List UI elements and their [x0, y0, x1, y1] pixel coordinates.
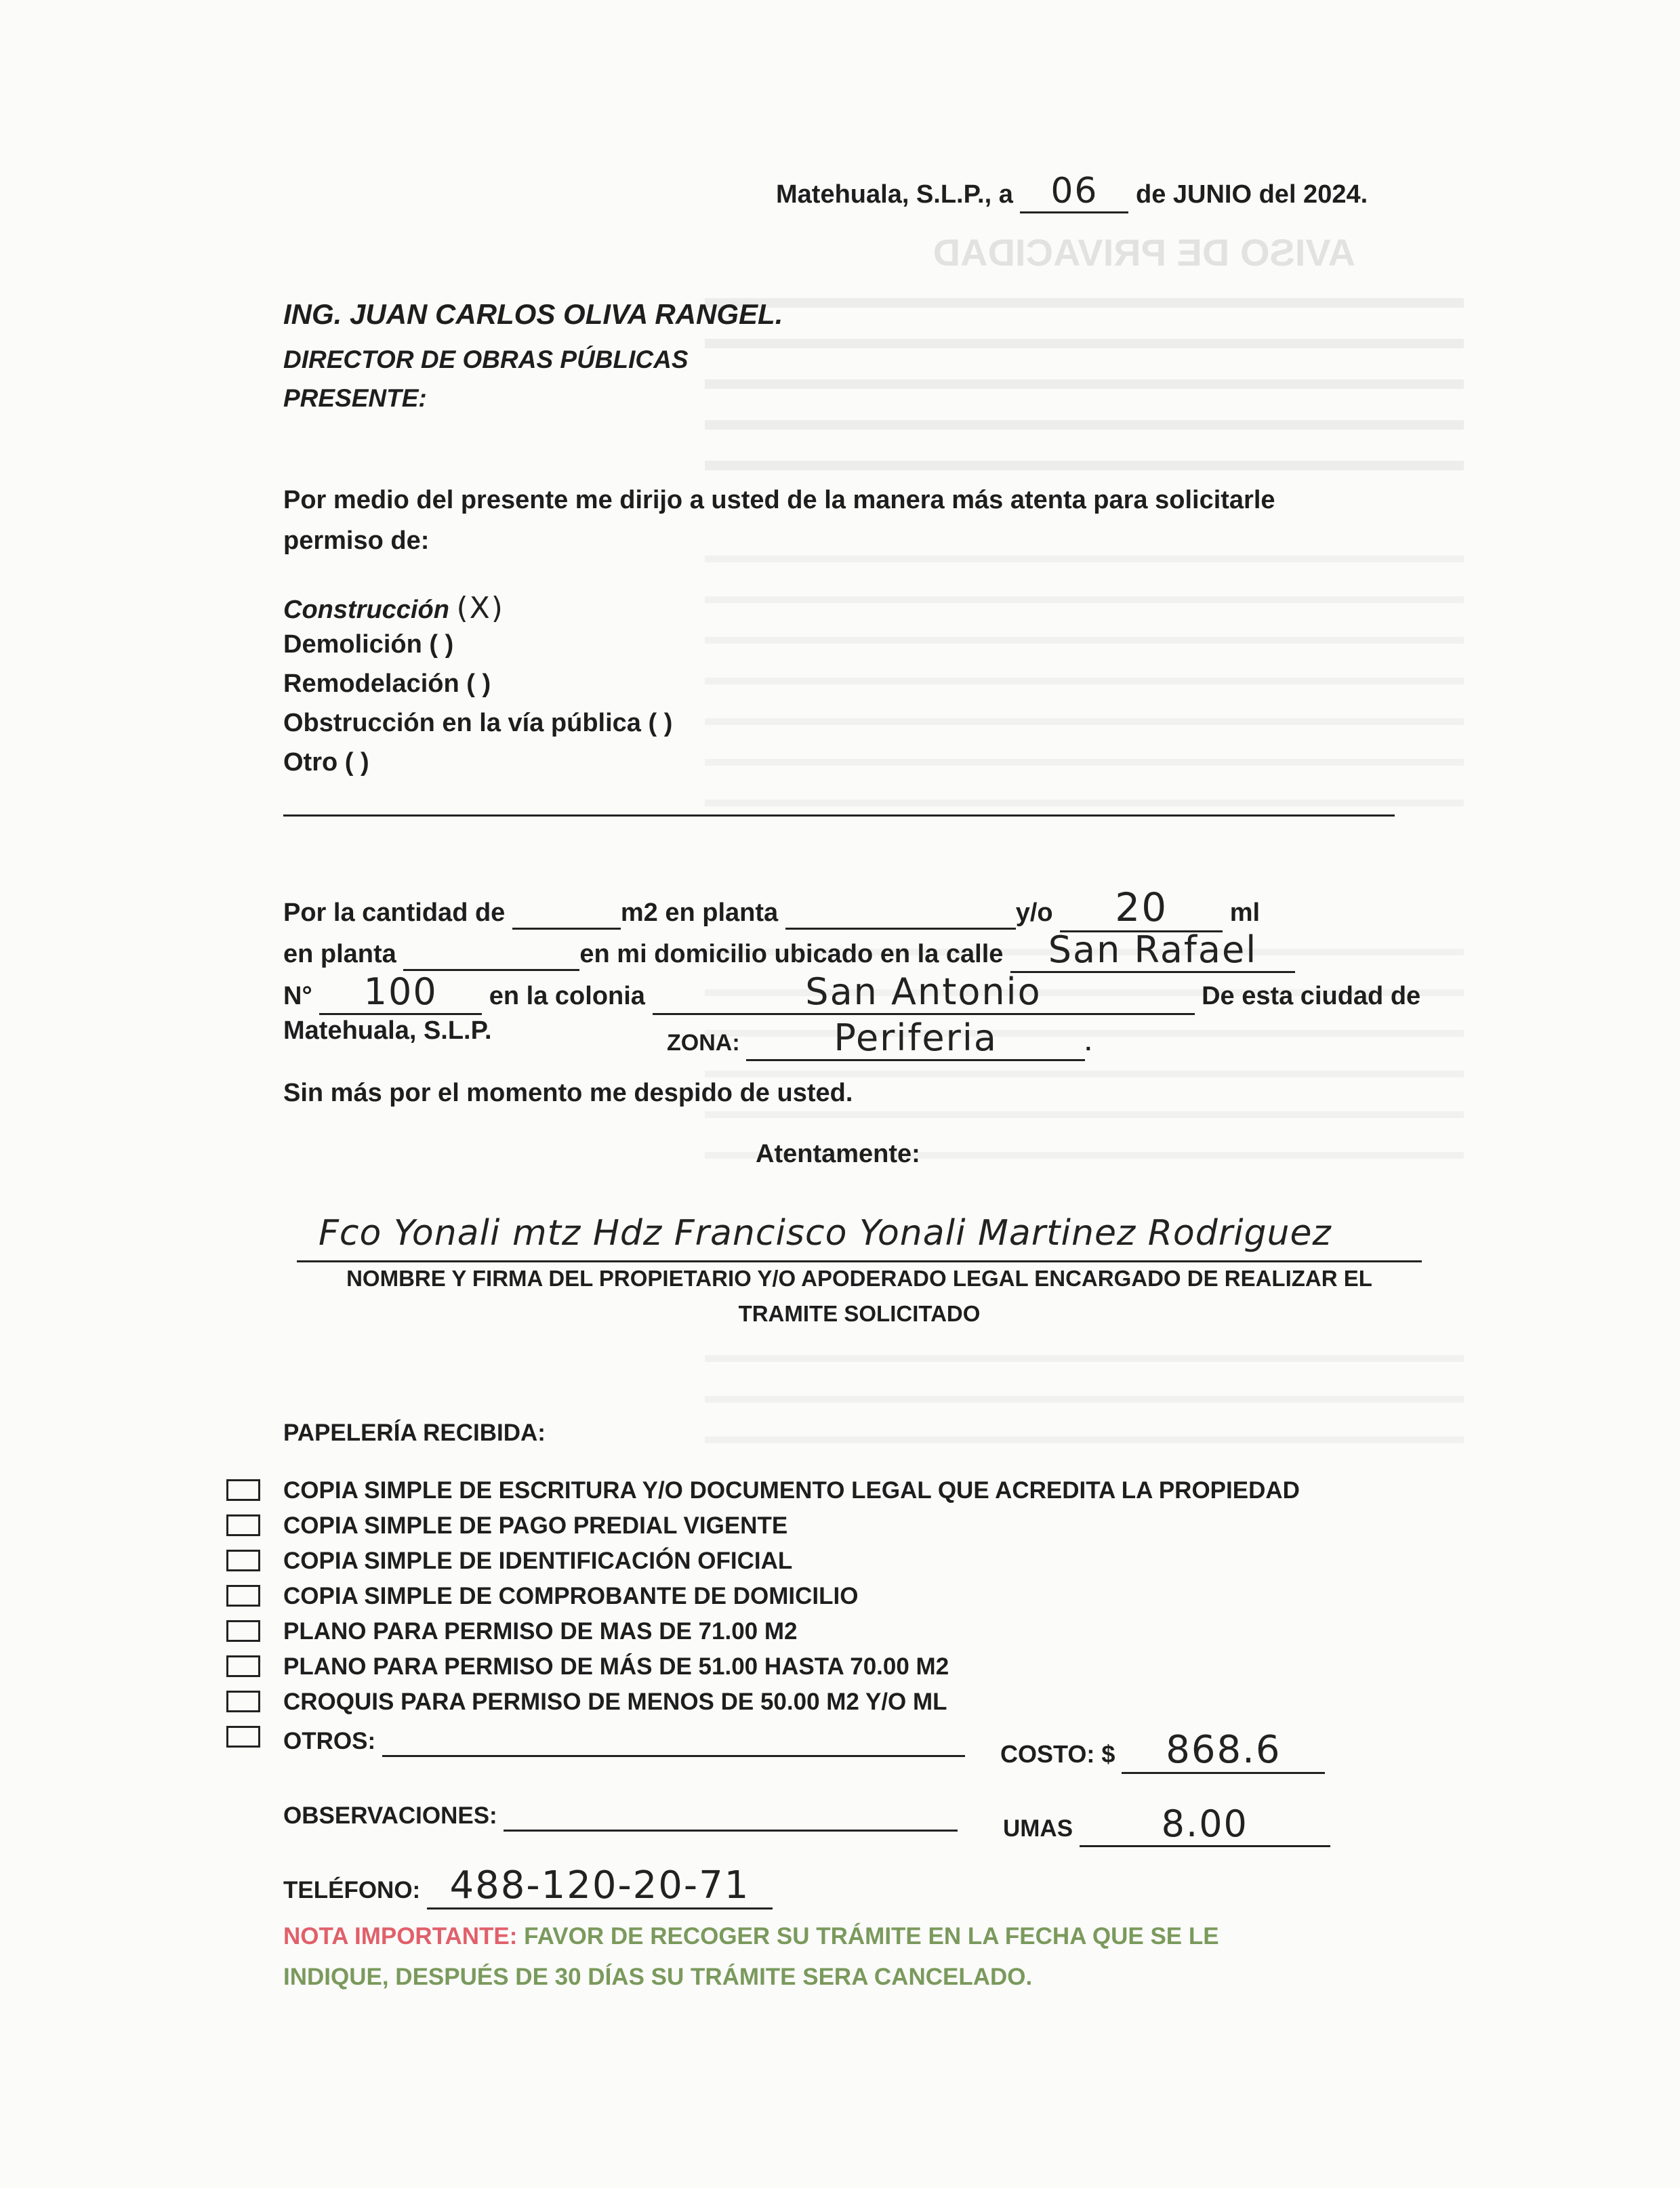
permit-obstruccion [283, 709, 672, 738]
colonia-value: San Antonio [805, 970, 1042, 1013]
signature-caption-2: TRAMITE SOLICITADO [738, 1301, 981, 1326]
telefono-value: 488-120-20-71 [449, 1863, 750, 1907]
permit-label: Remodelación [283, 669, 459, 698]
intro-line-1: Por medio del presente me dirijo a usted de la manera más atenta para solicitarle [283, 486, 1275, 514]
zona-end: . [1085, 1030, 1092, 1056]
recipient-name: ING. JUAN CARLOS OLIVA RANGEL. [283, 298, 783, 330]
bleed-line: AVISO DE PRIVACIDAD [933, 231, 1355, 274]
permit-mark: (X) [456, 591, 504, 625]
papeleria-title: PAPELERÍA RECIBIDA: [283, 1420, 546, 1446]
papeleria-item: CROQUIS PARA PERMISO DE MENOS DE 50.00 M2 Y/O ML [283, 1689, 947, 1715]
yo-label: y/o [1015, 899, 1053, 927]
ciudad-label: De esta ciudad de [1202, 982, 1421, 1010]
papeleria-checkbox[interactable] [226, 1726, 260, 1748]
colonia-field [653, 970, 1195, 1015]
intro-line-2: permiso de: [283, 527, 430, 555]
papeleria-checkbox[interactable] [226, 1691, 260, 1712]
cantidad-label: Por la cantidad de [283, 899, 506, 927]
colonia-label: en la colonia [489, 982, 645, 1010]
zona-field [746, 1016, 1085, 1061]
permit-label: Obstrucción en la vía pública [283, 709, 641, 737]
signature-caption-1: NOMBRE Y FIRMA DEL PROPIETARIO Y/O APODERADO LEGAL ENCARGADO DE REALIZAR EL [346, 1266, 1372, 1291]
observaciones-label: OBSERVACIONES: [283, 1802, 497, 1829]
ml-value: 20 [1115, 884, 1168, 930]
quantity-line-2 [283, 928, 1295, 973]
umas-line [1003, 1802, 1330, 1847]
telefono-label: TELÉFONO: [283, 1877, 421, 1903]
recipient-title: DIRECTOR DE OBRAS PÚBLICAS [283, 346, 689, 373]
en-planta-label: en planta [283, 940, 396, 968]
permit-mark: ( ) [648, 709, 673, 737]
signature-line [297, 1260, 1422, 1262]
en-planta-blank [403, 940, 579, 971]
nota-text-1: FAVOR DE RECOGER SU TRÁMITE EN LA FECHA QUE SE LE [524, 1923, 1219, 1949]
otros-line [283, 1728, 965, 1757]
ml-label: ml [1229, 899, 1261, 927]
umas-label: UMAS [1003, 1815, 1073, 1842]
observaciones-line [283, 1802, 958, 1832]
costo-label: COSTO: $ [1000, 1740, 1115, 1768]
permit-mark: ( ) [344, 748, 369, 777]
despedida: Sin más por el momento me despido de usted. [283, 1079, 853, 1107]
permit-mark: ( ) [466, 669, 491, 698]
costo-line [1000, 1728, 1325, 1774]
date-day-field [1020, 171, 1128, 213]
quantity-line-1 [283, 884, 1260, 932]
nota-line-1 [283, 1923, 1219, 1950]
planta-blank [785, 899, 1016, 930]
nota-label: NOTA IMPORTANTE: [283, 1923, 518, 1949]
recipient-presente: PRESENTE: [283, 384, 427, 412]
permit-otro [283, 748, 369, 777]
papeleria-item: COPIA SIMPLE DE IDENTIFICACIÓN OFICIAL [283, 1548, 793, 1574]
papeleria-item: COPIA SIMPLE DE PAGO PREDIAL VIGENTE [283, 1512, 788, 1539]
umas-field [1080, 1802, 1330, 1847]
papeleria-checkbox[interactable] [226, 1655, 260, 1677]
costo-field [1122, 1728, 1325, 1774]
otro-blank-line [283, 814, 1395, 817]
telefono-line [283, 1863, 773, 1910]
numero-field [319, 970, 482, 1015]
telefono-field [427, 1863, 773, 1910]
date-line [776, 171, 1368, 213]
papeleria-item: COPIA SIMPLE DE ESCRITURA Y/O DOCUMENTO LEGAL QUE ACREDITA LA PROPIEDAD [283, 1477, 1300, 1504]
papeleria-checkbox[interactable] [226, 1550, 260, 1571]
date-month-year: de JUNIO del 2024. [1136, 180, 1368, 209]
permit-label: Construcción [283, 596, 449, 624]
domicilio-label: en mi domicilio ubicado en la calle [579, 940, 1004, 968]
numero-value: 100 [363, 970, 438, 1013]
papeleria-item: PLANO PARA PERMISO DE MAS DE 71.00 M2 [283, 1618, 798, 1645]
papeleria-checkbox[interactable] [226, 1585, 260, 1607]
signature-handwriting: Fco Yonali mtz Hdz Francisco Yonali Martinez Rodriguez [319, 1213, 1332, 1254]
permit-mark: ( ) [429, 630, 454, 659]
zona-line [667, 1016, 1092, 1061]
zona-value: Periferia [834, 1016, 998, 1059]
m2-label: m2 en planta [620, 899, 779, 927]
nota-text-2: INDIQUE, DESPUÉS DE 30 DÍAS SU TRÁMITE SERA CANCELADO. [283, 1964, 1033, 1990]
papeleria-item: COPIA SIMPLE DE COMPROBANTE DE DOMICILIO [283, 1583, 859, 1609]
permit-demolicion [283, 630, 453, 659]
otros-label: OTROS: [283, 1728, 376, 1754]
permit-construccion [283, 591, 504, 625]
permit-label: Otro [283, 748, 338, 777]
date-place: Matehuala, S.L.P., a [776, 180, 1013, 209]
quantity-line-3 [283, 970, 1420, 1015]
zona-label: ZONA: [667, 1030, 740, 1056]
papeleria-checkbox[interactable] [226, 1479, 260, 1501]
papeleria-checkbox[interactable] [226, 1620, 260, 1642]
atentamente: Atentamente: [756, 1140, 920, 1168]
street-field [1010, 928, 1295, 973]
m2-blank [512, 899, 621, 930]
permit-remodelacion [283, 669, 491, 699]
umas-value: 8.00 [1161, 1802, 1248, 1845]
ml-field [1060, 884, 1223, 932]
bleed-through-texture [678, 203, 1491, 1491]
observaciones-blank [504, 1802, 958, 1832]
city-label: Matehuala, S.L.P. [283, 1016, 492, 1045]
costo-value: 868.6 [1166, 1728, 1282, 1772]
numero-label: N° [283, 982, 312, 1010]
street-value: San Rafael [1048, 928, 1258, 971]
date-day: 06 [1050, 171, 1099, 211]
papeleria-item: PLANO PARA PERMISO DE MÁS DE 51.00 HASTA 70.00 M2 [283, 1653, 949, 1680]
papeleria-checkbox[interactable] [226, 1514, 260, 1536]
otros-blank [382, 1728, 965, 1757]
permit-label: Demolición [283, 630, 422, 659]
